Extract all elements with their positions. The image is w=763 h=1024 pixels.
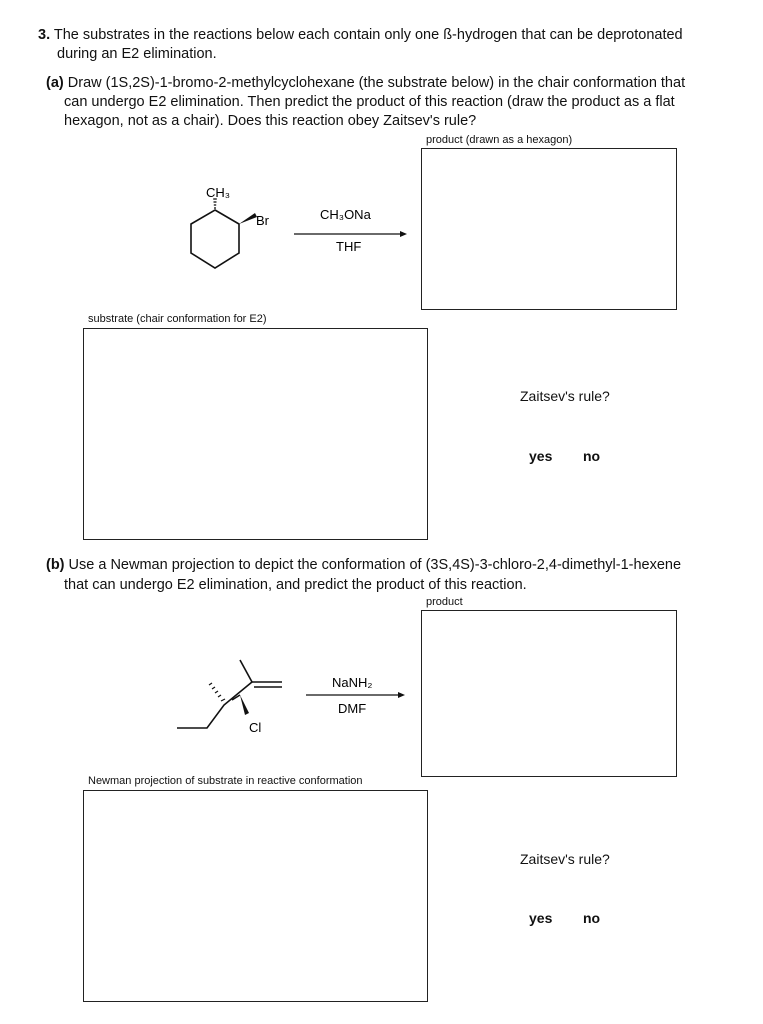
part-a-no-option[interactable]: no [583, 448, 601, 464]
part-a-text [46, 74, 685, 93]
ch3-atom-label: CH₃ [206, 185, 231, 200]
part-b-reaction-diagram [170, 655, 420, 740]
question-intro [38, 26, 683, 45]
question-intro-line2: during an E2 elimination. [57, 46, 217, 62]
part-b-product-box[interactable] [421, 610, 677, 777]
part-a-product-box[interactable] [421, 148, 677, 310]
question-number: 3. [38, 27, 51, 43]
part-a-text-line1: Draw (1S,2S)-1-bromo-2-methylcyclohexane (the substrate below) in the chair conformation that [67, 75, 686, 91]
part-b-zaitsev-question: Zaitsev's rule? [520, 851, 610, 867]
hashed-bond-methyl [209, 683, 225, 701]
part-b-newman-label: Newman projection of substrate in reactive conformation [88, 775, 363, 787]
part-a-reaction-diagram [180, 185, 420, 285]
part-a-zaitsev-question: Zaitsev's rule? [520, 388, 610, 404]
part-a-solvent: THF [336, 239, 362, 254]
carbon-chain [177, 682, 252, 728]
part-b-yes-option[interactable]: yes [529, 910, 553, 926]
part-a-label: (a) [46, 75, 64, 91]
part-b-no-option[interactable]: no [583, 910, 601, 926]
part-a-yes-option[interactable]: yes [529, 448, 553, 464]
part-a-arrowhead [400, 231, 407, 237]
cyclohexane-ring [191, 210, 239, 268]
part-b-text [46, 556, 681, 575]
br-atom-label: Br [256, 213, 269, 228]
part-b-arrowhead [398, 692, 405, 698]
question-intro-line1: The substrates in the reactions below each contain only one ß-hydrogen that can be deprotonated [53, 27, 683, 43]
wedge-bond-cl [240, 695, 249, 715]
part-a-substrate-label: substrate (chair conformation for E2) [88, 313, 267, 325]
part-b-product-label: product [426, 596, 463, 608]
part-a-reagent: CH₃ONa [320, 207, 371, 222]
part-b-solvent: DMF [338, 701, 367, 716]
part-b-text-line1: Use a Newman projection to depict the conformation of (3S,4S)-3-chloro-2,4-dimethyl-1-hexene [68, 557, 682, 573]
cl-atom-label: Cl [249, 720, 262, 735]
c2-methyl-bond [240, 660, 252, 682]
part-a-text-line2: can undergo E2 elimination. Then predict the product of this reaction (draw the product as a flat [64, 94, 675, 110]
wedge-bond-br [239, 213, 257, 224]
hashed-bond-ch3 [213, 199, 217, 208]
part-b-text-line2: that can undergo E2 elimination, and predict the product of this reaction. [64, 577, 527, 593]
part-b-reagent: NaNH₂ [332, 675, 373, 690]
part-a-text-line3: hexagon, not as a chair). Does this reaction obey Zaitsev's rule? [64, 113, 477, 129]
part-a-product-label: product (drawn as a hexagon) [426, 134, 573, 146]
part-a-substrate-box[interactable] [83, 328, 428, 540]
part-b-label: (b) [46, 557, 65, 573]
part-b-newman-box[interactable] [83, 790, 428, 1002]
